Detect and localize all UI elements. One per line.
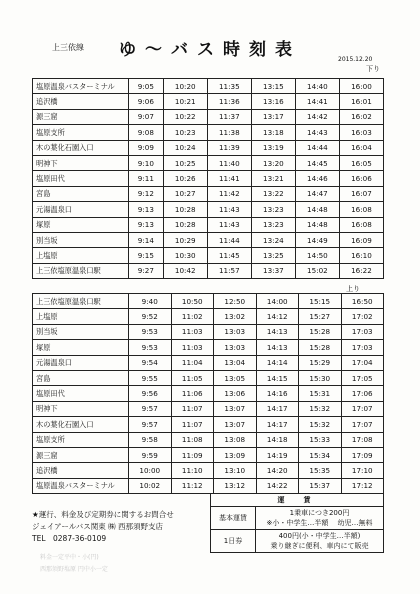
departure-time: 15:30 [299, 370, 342, 385]
departure-time: 9:59 [129, 447, 172, 462]
table-row [33, 155, 384, 170]
departure-time: 13:19 [251, 140, 295, 155]
departure-time: 13:02 [214, 309, 257, 324]
departure-time: 13:17 [251, 109, 295, 124]
departure-time: 15:02 [295, 263, 339, 278]
departure-time: 16:01 [339, 94, 383, 109]
departure-time: 16:02 [339, 109, 383, 124]
departure-time: 14:16 [256, 386, 299, 401]
departure-time: 11:44 [207, 232, 251, 247]
departure-time: 13:03 [214, 324, 257, 339]
departure-time: 17:04 [341, 355, 384, 370]
departure-time: 15:35 [299, 463, 342, 478]
table-row [33, 340, 384, 355]
table-row [33, 79, 384, 94]
departure-time: 11:41 [207, 171, 251, 186]
departure-time: 10:26 [163, 171, 207, 186]
departure-time: 14:19 [256, 447, 299, 462]
fare-day-line1: 400円(小・中学生…半額) [278, 532, 361, 540]
stop-name: 木の葉化石園入口 [33, 417, 129, 432]
departure-time: 13:21 [251, 171, 295, 186]
stop-name: 元湯温泉口 [33, 355, 129, 370]
departure-time: 9:52 [129, 309, 172, 324]
departure-time: 11:36 [207, 94, 251, 109]
stop-name: 上三依塩原温泉口駅 [33, 294, 129, 309]
departure-time: 11:40 [207, 155, 251, 170]
departure-time: 14:20 [256, 463, 299, 478]
direction-label-down: 下り [366, 65, 380, 73]
departure-time: 10:21 [163, 94, 207, 109]
stop-name: 塩原田代 [33, 386, 129, 401]
departure-time: 13:08 [214, 432, 257, 447]
departure-time: 13:23 [251, 202, 295, 217]
contact-phone: TEL 0287-36-0109 [32, 534, 107, 543]
departure-time: 9:53 [129, 340, 172, 355]
departure-time: 16:00 [339, 79, 383, 94]
departure-time: 11:06 [171, 386, 214, 401]
departure-time: 11:57 [207, 263, 251, 278]
departure-time: 15:27 [299, 309, 342, 324]
departure-time: 9:13 [129, 202, 164, 217]
departure-time: 9:11 [129, 171, 164, 186]
departure-time: 9:05 [129, 79, 164, 94]
departure-time: 9:40 [129, 294, 172, 309]
table-row [33, 478, 384, 493]
departure-time: 14:13 [256, 340, 299, 355]
departure-time: 17:07 [341, 417, 384, 432]
departure-time: 17:12 [341, 478, 384, 493]
departure-time: 10:24 [163, 140, 207, 155]
departure-time: 11:38 [207, 125, 251, 140]
departure-time: 13:12 [214, 478, 257, 493]
departure-time: 9:09 [129, 140, 164, 155]
fare-day-label: 1日券 [211, 530, 256, 553]
timetable-up [32, 293, 384, 494]
departure-time: 14:48 [295, 217, 339, 232]
departure-time: 10:28 [163, 202, 207, 217]
fare-basic-label: 基本運賃 [211, 507, 256, 530]
departure-time: 10:02 [129, 478, 172, 493]
table-row [33, 186, 384, 201]
timetable-down [32, 78, 384, 279]
table-row [33, 386, 384, 401]
departure-time: 10:29 [163, 232, 207, 247]
departure-time: 9:08 [129, 125, 164, 140]
departure-time: 10:50 [171, 294, 214, 309]
table-row [33, 463, 384, 478]
departure-time: 9:27 [129, 263, 164, 278]
departure-time: 16:50 [341, 294, 384, 309]
departure-time: 9:53 [129, 324, 172, 339]
departure-time: 9:57 [129, 401, 172, 416]
departure-time: 13:20 [251, 155, 295, 170]
departure-time: 9:13 [129, 217, 164, 232]
departure-time: 17:06 [341, 386, 384, 401]
route-name: 上三依線 [52, 43, 84, 52]
departure-time: 13:16 [251, 94, 295, 109]
departure-time: 13:05 [214, 370, 257, 385]
departure-time: 9:55 [129, 370, 172, 385]
departure-time: 10:25 [163, 155, 207, 170]
table-row [33, 109, 384, 124]
departure-time: 15:32 [299, 417, 342, 432]
departure-time: 11:07 [171, 401, 214, 416]
revision-date: 2015.12.20 [338, 56, 373, 63]
table-row [33, 417, 384, 432]
departure-time: 11:43 [207, 217, 251, 232]
departure-time: 9:06 [129, 94, 164, 109]
stop-name: 塩原支所 [33, 432, 129, 447]
departure-time: 13:03 [214, 340, 257, 355]
departure-time: 13:04 [214, 355, 257, 370]
departure-time: 11:09 [171, 447, 214, 462]
departure-time: 17:05 [341, 370, 384, 385]
departure-time: 11:07 [171, 417, 214, 432]
departure-time: 11:04 [171, 355, 214, 370]
departure-time: 17:09 [341, 447, 384, 462]
departure-time: 14:41 [295, 94, 339, 109]
departure-time: 17:03 [341, 324, 384, 339]
stop-name: 宮島 [33, 370, 129, 385]
stop-name: 塚原 [33, 217, 129, 232]
table-row [33, 309, 384, 324]
table-row [33, 447, 384, 462]
departure-time: 9:54 [129, 355, 172, 370]
departure-time: 9:15 [129, 248, 164, 263]
departure-time: 13:22 [251, 186, 295, 201]
contact-notes [32, 509, 174, 545]
table-row [33, 248, 384, 263]
departure-time: 9:07 [129, 109, 164, 124]
departure-time: 11:45 [207, 248, 251, 263]
departure-time: 13:25 [251, 248, 295, 263]
departure-time: 11:35 [207, 79, 251, 94]
departure-time: 14:49 [295, 232, 339, 247]
departure-time: 14:14 [256, 355, 299, 370]
table-row [33, 432, 384, 447]
departure-time: 16:09 [339, 232, 383, 247]
departure-time: 13:07 [214, 417, 257, 432]
table-row [33, 370, 384, 385]
departure-time: 9:56 [129, 386, 172, 401]
departure-time: 10:28 [163, 217, 207, 232]
departure-time: 14:17 [256, 401, 299, 416]
table-row [33, 401, 384, 416]
departure-time: 11:08 [171, 432, 214, 447]
stop-name: 元湯温泉口 [33, 202, 129, 217]
departure-time: 14:48 [295, 202, 339, 217]
departure-time: 17:07 [341, 401, 384, 416]
departure-time: 10:00 [129, 463, 172, 478]
stop-name: 別当坂 [33, 232, 129, 247]
table-row [33, 94, 384, 109]
departure-time: 11:02 [171, 309, 214, 324]
departure-time: 17:02 [341, 309, 384, 324]
stop-name: 塩原田代 [33, 171, 129, 186]
departure-time: 13:18 [251, 125, 295, 140]
departure-time: 15:32 [299, 401, 342, 416]
departure-time: 13:23 [251, 217, 295, 232]
departure-time: 16:03 [339, 125, 383, 140]
direction-label-up: 上り [346, 285, 360, 293]
table-row [33, 263, 384, 278]
departure-time: 10:20 [163, 79, 207, 94]
departure-time: 9:10 [129, 155, 164, 170]
departure-time: 14:45 [295, 155, 339, 170]
departure-time: 11:05 [171, 370, 214, 385]
fare-day-line2: 乗り継ぎに便利、車内にて販売 [270, 542, 369, 550]
stop-name: 塩原温泉バスターミナル [33, 478, 129, 493]
departure-time: 14:40 [295, 79, 339, 94]
departure-time: 13:37 [251, 263, 295, 278]
stop-name: 追沢橋 [33, 94, 129, 109]
stop-name: 塚原 [33, 340, 129, 355]
departure-time: 14:18 [256, 432, 299, 447]
stop-name: 上三依塩原温泉口駅 [33, 263, 129, 278]
departure-time: 15:15 [299, 294, 342, 309]
departure-time: 9:12 [129, 186, 164, 201]
departure-time: 17:03 [341, 340, 384, 355]
departure-time: 13:10 [214, 463, 257, 478]
faint-line-1: 料金一定平中・小(円) [40, 554, 99, 561]
departure-time: 13:09 [214, 447, 257, 462]
departure-time: 14:13 [256, 324, 299, 339]
departure-time: 15:34 [299, 447, 342, 462]
departure-time: 14:17 [256, 417, 299, 432]
page-title: ゆ～バス時刻表 [119, 40, 301, 60]
departure-time: 16:05 [339, 155, 383, 170]
departure-time: 13:24 [251, 232, 295, 247]
stop-name: 源三窟 [33, 109, 129, 124]
table-row [33, 217, 384, 232]
departure-time: 15:28 [299, 340, 342, 355]
departure-time: 16:22 [339, 263, 383, 278]
table-row [33, 202, 384, 217]
fare-basic-line2: ※小・中学生…半額 幼児…無料 [266, 519, 373, 527]
departure-time: 16:07 [339, 186, 383, 201]
stop-name: 明神下 [33, 155, 129, 170]
stop-name: 木の葉化石園入口 [33, 140, 129, 155]
departure-time: 9:14 [129, 232, 164, 247]
fare-table [210, 493, 384, 553]
departure-time: 14:43 [295, 125, 339, 140]
faint-line-2: 西那須野塩原 円中小一定 [40, 566, 108, 573]
stop-name: 塩原支所 [33, 125, 129, 140]
stop-name: 宮島 [33, 186, 129, 201]
departure-time: 10:30 [163, 248, 207, 263]
departure-time: 11:03 [171, 324, 214, 339]
stop-name: 源三窟 [33, 447, 129, 462]
departure-time: 15:28 [299, 324, 342, 339]
departure-time: 9:57 [129, 417, 172, 432]
departure-time: 14:12 [256, 309, 299, 324]
departure-time: 16:08 [339, 217, 383, 232]
departure-time: 14:15 [256, 370, 299, 385]
departure-time: 10:27 [163, 186, 207, 201]
table-row [33, 232, 384, 247]
departure-time: 10:22 [163, 109, 207, 124]
departure-time: 16:06 [339, 171, 383, 186]
stop-name: 追沢橋 [33, 463, 129, 478]
departure-time: 10:42 [163, 263, 207, 278]
table-row [33, 294, 384, 309]
departure-time: 11:12 [171, 478, 214, 493]
stop-name: 別当坂 [33, 324, 129, 339]
table-row [33, 140, 384, 155]
stop-name: 上塩原 [33, 309, 129, 324]
departure-time: 11:37 [207, 109, 251, 124]
departure-time: 14:50 [295, 248, 339, 263]
departure-time: 11:10 [171, 463, 214, 478]
stop-name: 明神下 [33, 401, 129, 416]
departure-time: 13:06 [214, 386, 257, 401]
departure-time: 14:42 [295, 109, 339, 124]
departure-time: 12:50 [214, 294, 257, 309]
fare-day-value [256, 530, 384, 553]
departure-time: 15:37 [299, 478, 342, 493]
stop-name: 上塩原 [33, 248, 129, 263]
departure-time: 16:08 [339, 202, 383, 217]
departure-time: 14:46 [295, 171, 339, 186]
contact-company: ジェイアールバス関東 ㈱ 西那須野支店 [32, 522, 163, 531]
stop-name: 塩原温泉バスターミナル [33, 79, 129, 94]
fare-header: 運 賃 [211, 494, 384, 507]
departure-time: 15:33 [299, 432, 342, 447]
departure-time: 9:58 [129, 432, 172, 447]
table-row [33, 355, 384, 370]
contact-note-title: ★運行、料金及び定期券に関するお問合せ [32, 510, 174, 519]
departure-time: 11:42 [207, 186, 251, 201]
departure-time: 15:29 [299, 355, 342, 370]
departure-time: 15:31 [299, 386, 342, 401]
departure-time: 14:22 [256, 478, 299, 493]
departure-time: 13:07 [214, 401, 257, 416]
departure-time: 14:00 [256, 294, 299, 309]
table-row [33, 324, 384, 339]
departure-time: 13:15 [251, 79, 295, 94]
departure-time: 14:44 [295, 140, 339, 155]
fare-basic-value [256, 507, 384, 530]
fare-basic-line1: 1乗車につき200円 [289, 509, 350, 517]
departure-time: 16:04 [339, 140, 383, 155]
faint-background-text [40, 552, 108, 576]
departure-time: 16:10 [339, 248, 383, 263]
departure-time: 11:39 [207, 140, 251, 155]
departure-time: 17:10 [341, 463, 384, 478]
departure-time: 10:23 [163, 125, 207, 140]
departure-time: 11:43 [207, 202, 251, 217]
departure-time: 14:47 [295, 186, 339, 201]
table-row [33, 171, 384, 186]
departure-time: 17:08 [341, 432, 384, 447]
departure-time: 11:03 [171, 340, 214, 355]
table-row [33, 125, 384, 140]
